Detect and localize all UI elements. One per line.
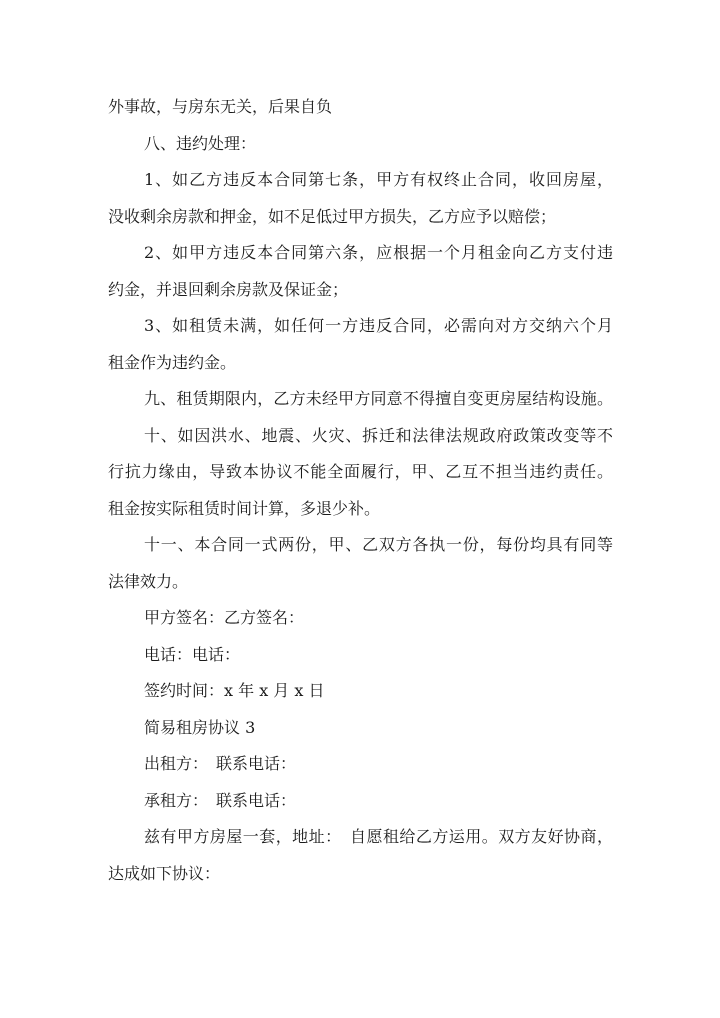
text-line: 法律效力。 [108, 571, 189, 591]
text-line: 外事故，与房东无关，后果自负 [108, 97, 333, 116]
text-line: 九、租赁期限内，乙方未经甲方同意不得擅自变更房屋结构设施。 [144, 389, 613, 408]
document-body [108, 89, 613, 892]
text-line: 电话：电话： [144, 644, 241, 664]
text-line: 1、如乙方违反本合同第七条，甲方有权终止合同，收回房屋， [144, 170, 613, 189]
text-line: 签约时间：x 年 x 月 x 日 [144, 681, 325, 700]
text-line: 没收剩余房款和押金，如不足低过甲方损失，乙方应予以赔偿； [108, 206, 557, 226]
text-line: 八、违约处理： [144, 133, 257, 153]
text-line: 兹有甲方房屋一套，地址： 自愿租给乙方运用。双方友好协商， [144, 827, 613, 846]
text-line: 行抗力缘由，导致本协议不能全面履行，甲、乙互不担当违约责任。 [108, 462, 613, 481]
text-line: 约金，并退回剩余房款及保证金； [108, 279, 349, 299]
text-line: 简易租房协议 3 [144, 717, 256, 737]
text-line: 承租方： 联系电话： [144, 790, 297, 810]
text-line: 甲方签名：乙方签名： [144, 608, 305, 627]
text-line: 出租方： 联系电话： [144, 754, 297, 773]
text-line: 达成如下协议： [108, 863, 221, 883]
text-line: 3、如租赁未满，如任何一方违反合同，必需向对方交纳六个月 [144, 316, 613, 335]
text-line: 租金按实际租赁时间计算，多退少补。 [108, 498, 381, 518]
text-line: 租金作为违约金。 [108, 352, 237, 372]
text-line: 十、如因洪水、地震、火灾、拆迁和法律法规政府政策改变等不 [144, 425, 613, 445]
text-line: 十一、本合同一式两份，甲、乙双方各执一份，每份均具有同等 [144, 535, 613, 554]
text-line: 2、如甲方违反本合同第六条，应根据一个月租金向乙方支付违 [144, 243, 613, 262]
